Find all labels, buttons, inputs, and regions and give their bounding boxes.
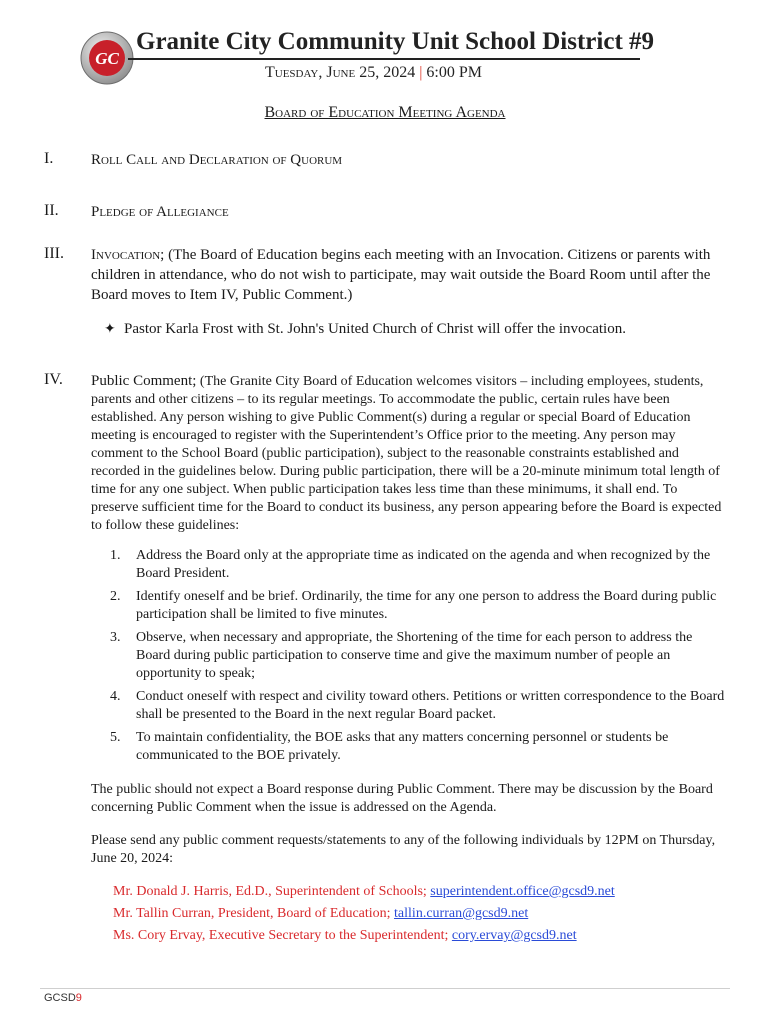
email-link-president[interactable]: tallin.curran@gcsd9.net (394, 906, 529, 921)
list-text: Address the Board only at the appropriate time as indicated on the agenda and when recognized by the Board President. (136, 548, 711, 581)
invocation-bullet: Pastor Karla Frost with St. John's United Church of Christ will offer the invocation. (124, 321, 626, 337)
list-text: Conduct oneself with respect and civility toward others. Petitions or written correspondence to the Board shall be presented to the Board in the next regular Board packet. (136, 689, 725, 722)
footer-rule (40, 988, 730, 989)
section-title-invocation: Invocation; (91, 247, 165, 263)
district-name: Granite City Community Unit School District #9 (136, 28, 655, 55)
section-number: IV. (44, 371, 63, 388)
section-title-public-comment: Public Comment; (91, 373, 197, 389)
section-number: III. (44, 245, 64, 262)
section-public-comment (91, 372, 726, 535)
contact-name: Ms. Cory Ervay, Executive Secretary to the Superintendent; (113, 928, 452, 943)
list-number: 5. (110, 730, 121, 745)
list-text: Observe, when necessary and appropriate, the Shortening of the time for each person to address the Board during public participation to conserve time and give the maximum number of people an opportunity to speak; (136, 630, 693, 681)
list-number: 3. (110, 630, 121, 645)
list-item (110, 729, 725, 765)
footer-prefix: GCSD (44, 992, 76, 1004)
list-item (110, 688, 725, 724)
closing-paragraph: The public should not expect a Board response during Public Comment. There may be discussion by the Board concerning Public Comment when the issue is addressed on the Agenda. (91, 782, 713, 815)
footer-suffix: 9 (75, 992, 82, 1004)
footer (44, 992, 82, 1004)
list-number: 2. (110, 589, 121, 604)
meeting-info (265, 64, 482, 82)
section-title-roll-call: Roll Call and Declaration of Quorum (91, 152, 343, 168)
section-invocation (91, 245, 711, 305)
meeting-date: Tuesday, June 25, 2024 (265, 64, 416, 81)
agenda-title: Board of Education Meeting Agenda (264, 104, 506, 121)
star-bullet-icon: ✦ (104, 322, 116, 337)
district-logo (80, 31, 134, 85)
contact-president (113, 903, 615, 925)
list-number: 1. (110, 548, 121, 563)
email-link-superintendent[interactable]: superintendent.office@gcsd9.net (430, 884, 615, 899)
list-number: 4. (110, 689, 121, 704)
meeting-separator: | (419, 64, 423, 81)
section-number: II. (44, 202, 59, 219)
public-comment-text: (The Granite City Board of Education welcomes visitors – including employees, students, parents and other citizens – to its regular meetings. To accommodate the public, certain rules have been established. Any person wishing to give Public Comment(s) during a regular or special Board of Education meeting is encouraged to register with the Superintendent’s Office prior to the meeting. Any person may comment to the School Board (public participation), subject to the reasonable constraints established and recorded in the guidelines below. During public participation, there will be a 20-minute minimum total length of time for any one subject. When public participation takes less time than these minimums, it shall end. To preserve sufficient time for the Board to conduct its business, any person appearing before the Board is expected to follow these guidelines: (91, 374, 722, 533)
logo-lettering: GC (95, 49, 119, 68)
request-paragraph: Please send any public comment requests/statements to any of the following individuals by 12PM on Thursday, June 20, 2024: (91, 833, 716, 866)
guidelines-list (110, 547, 725, 770)
list-item (110, 629, 725, 683)
header-rule (128, 58, 640, 60)
contact-name: Mr. Tallin Curran, President, Board of Education; (113, 906, 395, 921)
meeting-time: 6:00 PM (426, 64, 482, 81)
email-link-secretary[interactable]: cory.ervay@gcsd9.net (451, 928, 577, 943)
contact-name: Mr. Donald J. Harris, Ed.D., Superintendent of Schools; (113, 884, 431, 899)
invocation-text: (The Board of Education begins each meeting with an Invocation. Citizens or parents with children in attendance, who do not wish to participate, may wait outside the Board Room until after the Board moves to Item IV, Public Comment.) (91, 247, 711, 303)
list-item (110, 547, 725, 583)
section-number: I. (44, 150, 54, 167)
list-item (110, 588, 725, 624)
contact-list (113, 881, 615, 947)
contact-superintendent (113, 881, 615, 903)
contact-secretary (113, 925, 615, 947)
section-title-pledge: Pledge of Allegiance (91, 204, 229, 220)
list-text: To maintain confidentiality, the BOE asks that any matters concerning personnel or students be communicated to the BOE privately. (136, 730, 669, 763)
list-text: Identify oneself and be brief. Ordinarily, the time for any one person to address the Board during public participation shall be limited to five minutes. (136, 589, 717, 622)
